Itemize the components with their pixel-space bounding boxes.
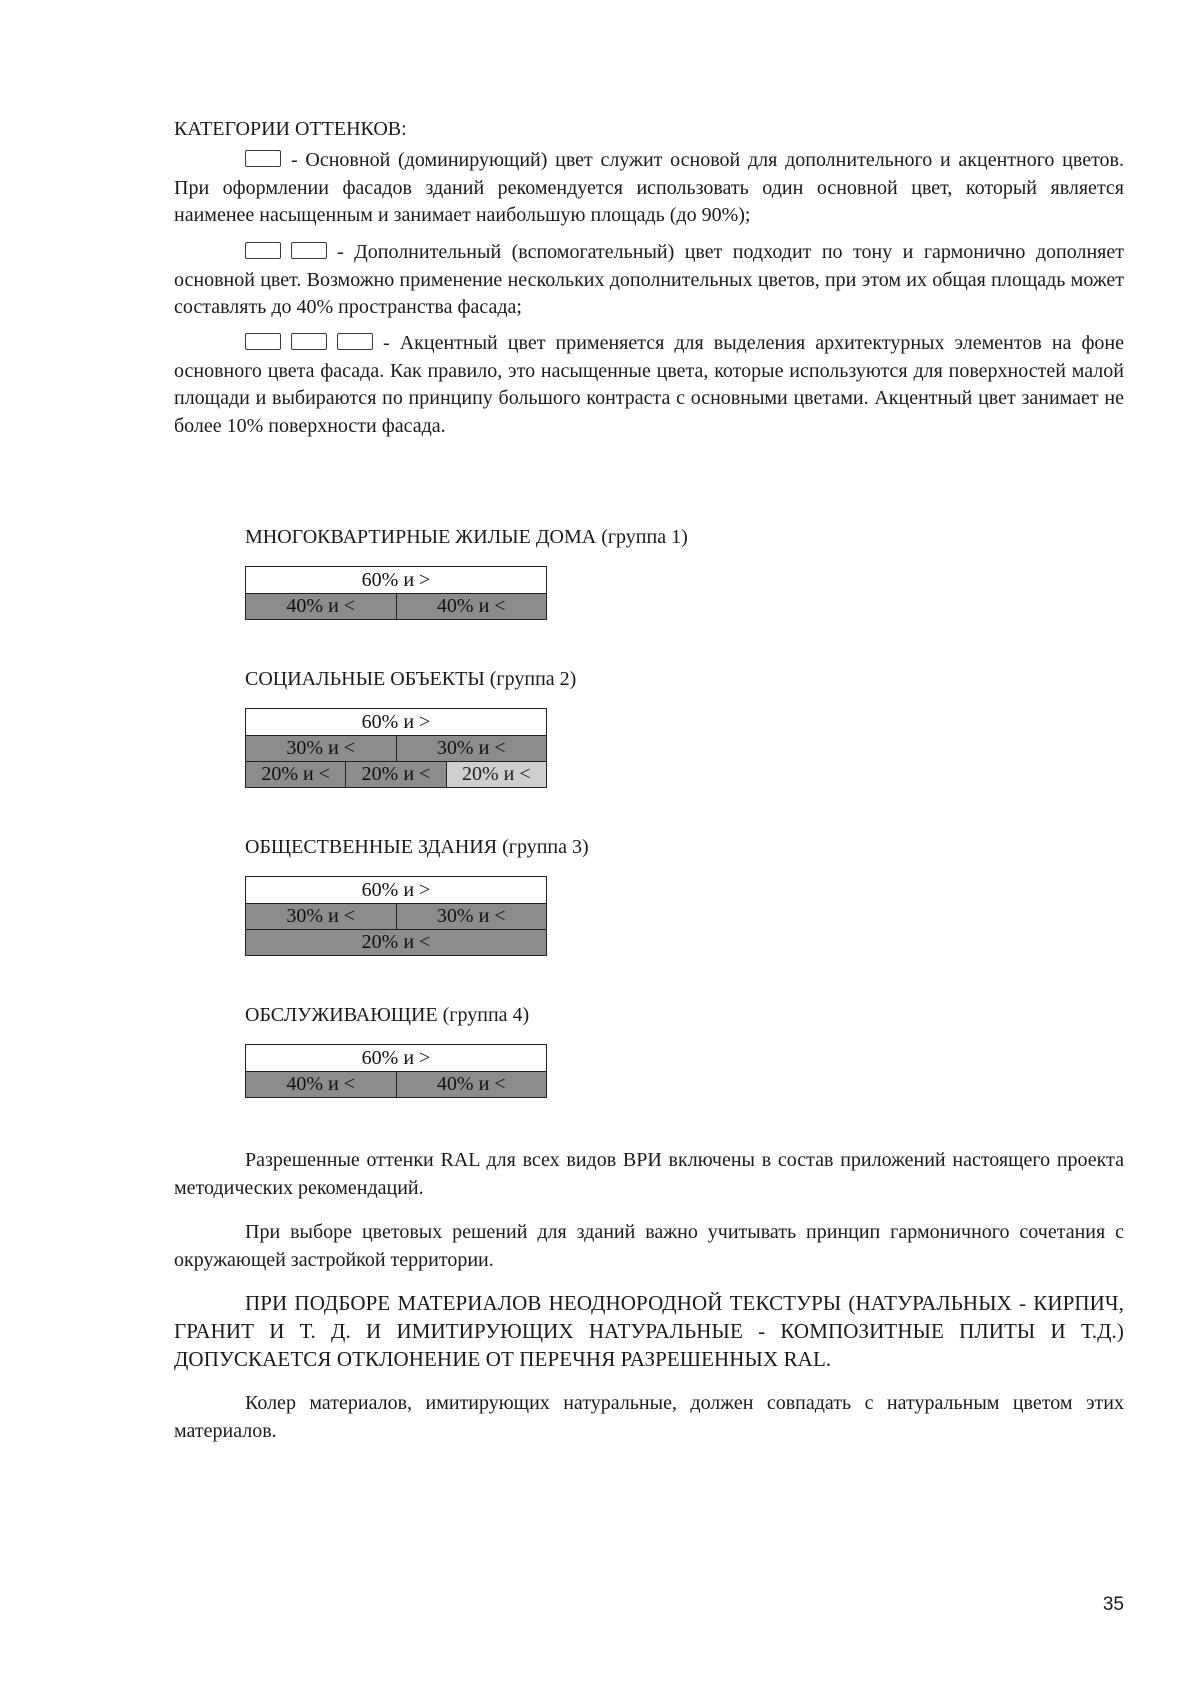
table-row: [246, 877, 546, 903]
table-cell: 40% и <: [396, 1072, 547, 1097]
koler-paragraph: Колер материалов, имитирующих натуральные, должен совпадать с натуральным цветом этих материалов.: [174, 1392, 1124, 1442]
ral-paragraph: Разрешенные оттенки RAL для всех видов ВРИ включены в состав приложений настоящего проекта методических рекомендаций.: [174, 1149, 1124, 1199]
materials-paragraph: ПРИ ПОДБОРЕ МАТЕРИАЛОВ НЕОДНОРОДНОЙ ТЕКСТУРЫ (НАТУРАЛЬНЫХ - КИРПИЧ, ГРАНИТ И Т. Д. И ИМИТИРУЮЩИХ НАТУРАЛЬНЫЕ - КОМПОЗИТНЫЕ ПЛИТЫ И Т.Д.) ДОПУСКАЕТСЯ ОТКЛОНЕНИЕ ОТ ПЕРЕЧНЯ РАЗРЕШЕННЫХ RAL.: [174, 1291, 1124, 1371]
table-row: [246, 593, 546, 619]
table-row: [246, 735, 546, 761]
table-cell: 30% и <: [396, 904, 547, 929]
table-cell: 40% и <: [246, 1072, 396, 1097]
accent-color-paragraph: [174, 330, 1124, 440]
accent-color-swatch-1: [245, 333, 281, 350]
secondary-color-text: - Дополнительный (вспомогательный) цвет подходит по тону и гармонично дополняет основной цвет. Возможно применение нескольких дополнительных цветов, при этом их общая площадь может составлять до 40% пространства фасада;: [174, 241, 1124, 318]
table-cell: 20% и <: [246, 762, 345, 787]
table-cell: 20% и <: [446, 762, 546, 787]
table-row: [246, 567, 546, 593]
group-1-title: МНОГОКВАРТИРНЫЕ ЖИЛЫЕ ДОМА (группа 1): [245, 526, 688, 548]
table-row: [246, 709, 546, 735]
harmony-paragraph: При выборе цветовых решений для зданий важно учитывать принцип гармоничного сочетания с окружающей застройкой территории.: [174, 1221, 1124, 1271]
group-2-title: СОЦИАЛЬНЫЕ ОБЪЕКТЫ (группа 2): [245, 668, 577, 690]
table-row: [246, 929, 546, 955]
group-4-table: [245, 1044, 547, 1098]
main-color-swatch: [245, 150, 281, 167]
secondary-color-paragraph: [174, 239, 1124, 322]
page-number: 35: [1102, 1594, 1124, 1615]
group-4-title: ОБСЛУЖИВАЮЩИЕ (группа 4): [245, 1004, 530, 1026]
group-1-table: [245, 566, 547, 620]
table-cell: 40% и <: [396, 594, 547, 619]
main-color-paragraph: [174, 147, 1124, 230]
accent-color-swatch-2: [291, 333, 327, 350]
table-cell: 30% и <: [246, 904, 396, 929]
group-3-title: ОБЩЕСТВЕННЫЕ ЗДАНИЯ (группа 3): [245, 836, 589, 858]
group-2-table: [245, 708, 547, 788]
table-cell: 20% и <: [345, 762, 445, 787]
group-3-table: [245, 876, 547, 956]
table-row: [246, 761, 546, 787]
table-cell: 30% и <: [246, 736, 396, 761]
table-cell: 40% и <: [246, 594, 396, 619]
table-cell: 60% и >: [246, 709, 546, 735]
table-cell: 20% и <: [246, 930, 546, 955]
table-row: [246, 1071, 546, 1097]
table-cell: 60% и >: [246, 567, 546, 593]
categories-heading: КАТЕГОРИИ ОТТЕНКОВ:: [174, 118, 407, 140]
table-row: [246, 903, 546, 929]
accent-color-text: - Акцентный цвет применяется для выделения архитектурных элементов на фоне основного цвета фасада. Как правило, это насыщенные цвета, которые используются для поверхностей малой площади и выбираются по принципу большого контраста с основными цветами. Акцентный цвет занимает не более 10% поверхности фасада.: [174, 332, 1124, 437]
secondary-color-swatch-2: [291, 242, 327, 259]
main-color-text: - Основной (доминирующий) цвет служит основой для дополнительного и акцентного цветов. При оформлении фасадов зданий рекомендуется использовать один основной цвет, который является наименее насыщенным и занимает наибольшую площадь (до 90%);: [174, 149, 1124, 226]
accent-color-swatch-3: [337, 333, 373, 350]
table-cell: 60% и >: [246, 1045, 546, 1071]
secondary-color-swatch-1: [245, 242, 281, 259]
table-cell: 60% и >: [246, 877, 546, 903]
table-cell: 30% и <: [396, 736, 547, 761]
table-row: [246, 1045, 546, 1071]
